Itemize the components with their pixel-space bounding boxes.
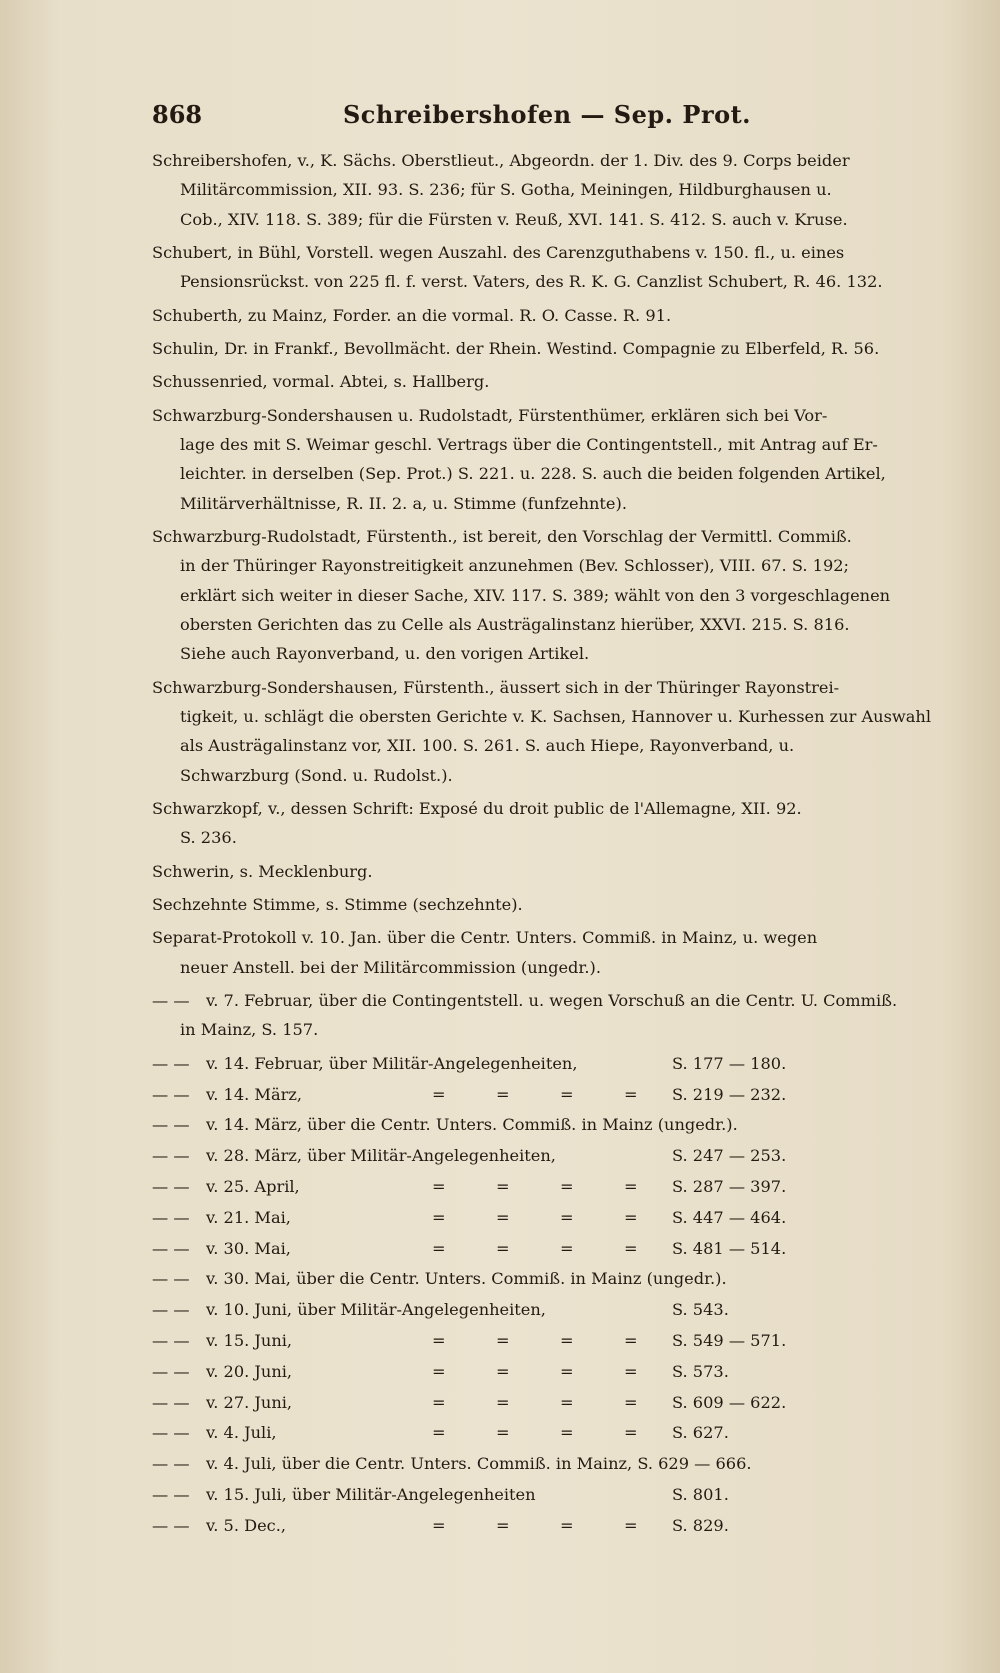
protocol-row (152, 1203, 967, 1232)
protocol-row (152, 1234, 967, 1263)
ditto-marks (432, 1172, 688, 1201)
entry-line: Separat-Protokoll v. 10. Jan. über die Centr. Unters. Commiß. in Mainz, u. wegen (152, 928, 818, 948)
protocol-date: v. 14. März, (206, 1084, 303, 1104)
ditto-mark: = (432, 1238, 446, 1258)
ditto-dash: — — (152, 1115, 190, 1135)
protocol-pages: S. 549 — 571. (672, 1331, 787, 1350)
protocol-date: v. 5. Dec., (206, 1515, 287, 1535)
ditto-mark: = (496, 1515, 510, 1535)
entry-line: Militärcommission, XII. 93. S. 236; für S. Gotha, Meiningen, Hildburghausen u. (180, 180, 832, 200)
entry-line: Schwarzburg-Rudolstadt, Fürstenth., ist bereit, den Vorschlag der Vermittl. Commiß. (152, 527, 852, 547)
ditto-dash: — — (152, 1238, 190, 1258)
index-entry (152, 857, 967, 886)
ditto-mark: = (432, 1515, 446, 1535)
protocol-row (152, 1080, 967, 1109)
index-entry (152, 673, 967, 790)
entry-line: Schussenried, vormal. Abtei, s. Hallberg. (152, 372, 490, 392)
entry-line: neuer Anstell. bei der Militärcommission (ungedr.). (180, 957, 601, 977)
protocol-pages: S. 829. (672, 1515, 729, 1535)
entry-line: Schwarzburg-Sondershausen u. Rudolstadt, Fürstenthümer, erklären sich bei Vor- (152, 405, 828, 425)
entry-line: S. 236. (180, 828, 237, 848)
ditto-mark: = (496, 1392, 510, 1412)
index-entry (152, 522, 967, 668)
entry-line: Sechzehnte Stimme, s. Stimme (sechzehnte). (152, 895, 523, 915)
ditto-dash: — — (152, 991, 190, 1011)
ditto-mark: = (624, 1084, 638, 1104)
ditto-mark: = (496, 1361, 510, 1381)
protocol-row (152, 1388, 967, 1417)
entry-line: Siehe auch Rayonverband, u. den vorigen Artikel. (180, 644, 590, 664)
protocol-row (152, 1295, 967, 1324)
ditto-marks (432, 1080, 688, 1109)
protocol-date: v. 15. Juli, über Militär-Angelegenheiten (206, 1484, 536, 1504)
ditto-mark: = (624, 1177, 638, 1197)
protocol-date: v. 14. Februar, über Militär-Angelegenheiten, (206, 1053, 578, 1073)
ditto-marks (432, 1388, 688, 1417)
index-entry (152, 238, 967, 297)
ditto-mark: = (560, 1361, 574, 1381)
protocol-date: v. 4. Juli, (206, 1423, 277, 1443)
ditto-dash: — — (152, 1331, 190, 1350)
protocol-date: v. 20. Juni, (206, 1361, 293, 1381)
ditto-marks (432, 1511, 688, 1540)
ditto-marks (432, 1326, 688, 1355)
entry-line: Schuberth, zu Mainz, Forder. an die vormal. R. O. Casse. R. 91. (152, 305, 672, 325)
entry-line: als Austrägalinstanz vor, XII. 100. S. 261. S. auch Hiepe, Rayonverband, u. (180, 736, 795, 756)
entry-line: obersten Gerichten das zu Celle als Austrägalinstanz hierüber, XXVI. 215. S. 816. (180, 615, 850, 635)
protocol-date: v. 21. Mai, (206, 1207, 291, 1227)
protocol-date: v. 25. April, (206, 1177, 300, 1197)
ditto-mark: = (560, 1515, 574, 1535)
protocol-date: v. 28. März, über Militär-Angelegenheiten, (206, 1146, 556, 1166)
ditto-mark: = (432, 1392, 446, 1412)
ditto-dash: — — (152, 1053, 190, 1073)
index-entry (152, 890, 967, 919)
ditto-mark: = (560, 1392, 574, 1412)
protocol-pages: S. 219 — 232. (672, 1084, 787, 1104)
protocol-row (152, 1264, 967, 1293)
ditto-mark: = (432, 1361, 446, 1381)
ditto-mark: = (560, 1177, 574, 1197)
ditto-marks (432, 1203, 688, 1232)
ditto-mark: = (624, 1238, 638, 1258)
protocol-text: v. 7. Februar, über die Contingentstell. u. wegen Vorschuß an die Centr. U. Commiß. (206, 991, 898, 1011)
ditto-mark: = (624, 1515, 638, 1535)
ditto-dash: — — (152, 1515, 190, 1535)
ditto-marks (432, 1357, 688, 1386)
ditto-mark: = (432, 1177, 446, 1197)
ditto-dash: — — (152, 1423, 190, 1443)
ditto-marks (432, 1234, 688, 1263)
entry-line: in der Thüringer Rayonstreitigkeit anzunehmen (Bev. Schlosser), VIII. 67. S. 192; (180, 556, 849, 576)
entry-line: Schulin, Dr. in Frankf., Bevollmächt. der Rhein. Westind. Compagnie zu Elberfeld, R. 56. (152, 339, 880, 359)
protocol-row (152, 1511, 967, 1540)
ditto-mark: = (432, 1207, 446, 1227)
protocol-date: v. 27. Juni, (206, 1392, 293, 1412)
ditto-dash: — — (152, 1484, 190, 1504)
protocol-line: in Mainz, S. 157. (180, 1020, 319, 1040)
ditto-mark: = (624, 1423, 638, 1443)
ditto-dash: — — (152, 1269, 190, 1289)
protocol-row (152, 1357, 967, 1386)
protocol-row (152, 1049, 967, 1078)
protocol-pages: S. 543. (672, 1300, 729, 1320)
protocol-row (152, 1418, 967, 1447)
protocol-pages: S. 801. (672, 1484, 729, 1504)
ditto-mark: = (432, 1084, 446, 1104)
page-header (152, 100, 942, 136)
page-number: 868 (152, 100, 203, 129)
running-title: Schreibershofen — Sep. Prot. (342, 100, 752, 129)
index-entry (152, 401, 967, 518)
ditto-mark: = (560, 1238, 574, 1258)
protocol-entry (152, 986, 967, 1045)
ditto-dash: — — (152, 1146, 190, 1166)
ditto-mark: = (624, 1392, 638, 1412)
index-entry (152, 794, 967, 853)
entry-line: Pensionsrückst. von 225 fl. f. verst. Vaters, des R. K. G. Canzlist Schubert, R. 46. 132. (180, 272, 883, 292)
protocol-date: v. 14. März, über die Centr. Unters. Commiß. in Mainz (ungedr.). (206, 1115, 738, 1135)
ditto-mark: = (496, 1423, 510, 1443)
protocol-pages: S. 247 — 253. (672, 1146, 787, 1166)
ditto-mark: = (496, 1177, 510, 1197)
ditto-mark: = (624, 1331, 638, 1350)
protocol-line (152, 986, 967, 1015)
ditto-dash: — — (152, 1361, 190, 1381)
ditto-mark: = (496, 1207, 510, 1227)
protocol-date: v. 30. Mai, über die Centr. Unters. Commiß. in Mainz (ungedr.). (206, 1269, 727, 1289)
index-entry (152, 367, 967, 396)
ditto-mark: = (432, 1331, 446, 1350)
ditto-mark: = (624, 1207, 638, 1227)
protocol-pages: S. 177 — 180. (672, 1053, 787, 1073)
ditto-dash: — — (152, 1177, 190, 1197)
ditto-mark: = (560, 1423, 574, 1443)
protocol-date: v. 4. Juli, über die Centr. Unters. Commiß. in Mainz, S. 629 — 666. (206, 1454, 752, 1474)
ditto-dash: — — (152, 1392, 190, 1412)
index-entry (152, 146, 967, 234)
ditto-dash: — — (152, 1454, 190, 1474)
entry-line: Schwarzburg-Sondershausen, Fürstenth., äussert sich in der Thüringer Rayonstrei- (152, 677, 840, 697)
ditto-mark: = (496, 1238, 510, 1258)
entry-line: tigkeit, u. schlägt die obersten Gerichte v. K. Sachsen, Hannover u. Kurhessen zur Auswahl (180, 707, 932, 726)
protocol-pages: S. 573. (672, 1361, 729, 1381)
protocol-pages: S. 287 — 397. (672, 1177, 787, 1197)
protocol-row (152, 1449, 967, 1478)
entry-line: Schwerin, s. Mecklenburg. (152, 861, 373, 881)
entry-line: Schubert, in Bühl, Vorstell. wegen Auszahl. des Carenzguthabens v. 150. fl., u. eines (152, 242, 845, 262)
entry-line: Schwarzburg (Sond. u. Rudolst.). (180, 765, 453, 785)
entry-line: Schreibershofen, v., K. Sächs. Oberstlieut., Abgeordn. der 1. Div. des 9. Corps beider (152, 151, 850, 170)
protocol-row (152, 1110, 967, 1139)
ditto-mark: = (560, 1207, 574, 1227)
protocol-row (152, 1141, 967, 1170)
ditto-mark: = (496, 1331, 510, 1350)
entry-line: Militärverhältnisse, R. II. 2. a, u. Stimme (funfzehnte). (180, 493, 627, 513)
protocol-pages: S. 481 — 514. (672, 1238, 787, 1258)
ditto-dash: — — (152, 1300, 190, 1320)
protocol-row (152, 1326, 967, 1355)
protocol-date: v. 30. Mai, (206, 1238, 291, 1258)
ditto-mark: = (560, 1331, 574, 1350)
entry-line: leichter. in derselben (Sep. Prot.) S. 221. u. 228. S. auch die beiden folgenden Artikel, (180, 464, 886, 484)
entry-line: Schwarzkopf, v., dessen Schrift: Exposé du droit public de l'Allemagne, XII. 92. (152, 798, 802, 818)
protocol-date: v. 10. Juni, über Militär-Angelegenheiten, (206, 1300, 546, 1320)
protocol-pages: S. 627. (672, 1423, 729, 1443)
ditto-dash: — — (152, 1207, 190, 1227)
entry-line: Cob., XIV. 118. S. 389; für die Fürsten v. Reuß, XVI. 141. S. 412. S. auch v. Kruse. (180, 209, 848, 229)
index-entry (152, 334, 967, 363)
ditto-mark: = (560, 1084, 574, 1104)
ditto-marks (432, 1418, 688, 1447)
ditto-mark: = (624, 1361, 638, 1381)
protocol-pages: S. 609 — 622. (672, 1392, 787, 1412)
index-entries (152, 146, 967, 1542)
ditto-dash: — — (152, 1084, 190, 1104)
index-entry (152, 301, 967, 330)
ditto-mark: = (496, 1084, 510, 1104)
protocol-row (152, 1172, 967, 1201)
protocol-row (152, 1480, 967, 1509)
protocol-pages: S. 447 — 464. (672, 1207, 787, 1227)
entry-line: erklärt sich weiter in dieser Sache, XIV. 117. S. 389; wählt von den 3 vorgeschlagenen (180, 585, 891, 605)
ditto-mark: = (432, 1423, 446, 1443)
entry-line: lage des mit S. Weimar geschl. Vertrags über die Contingentstell., mit Antrag auf Er- (180, 435, 878, 455)
protocol-date: v. 15. Juni, (206, 1331, 293, 1350)
index-entry (152, 923, 967, 982)
